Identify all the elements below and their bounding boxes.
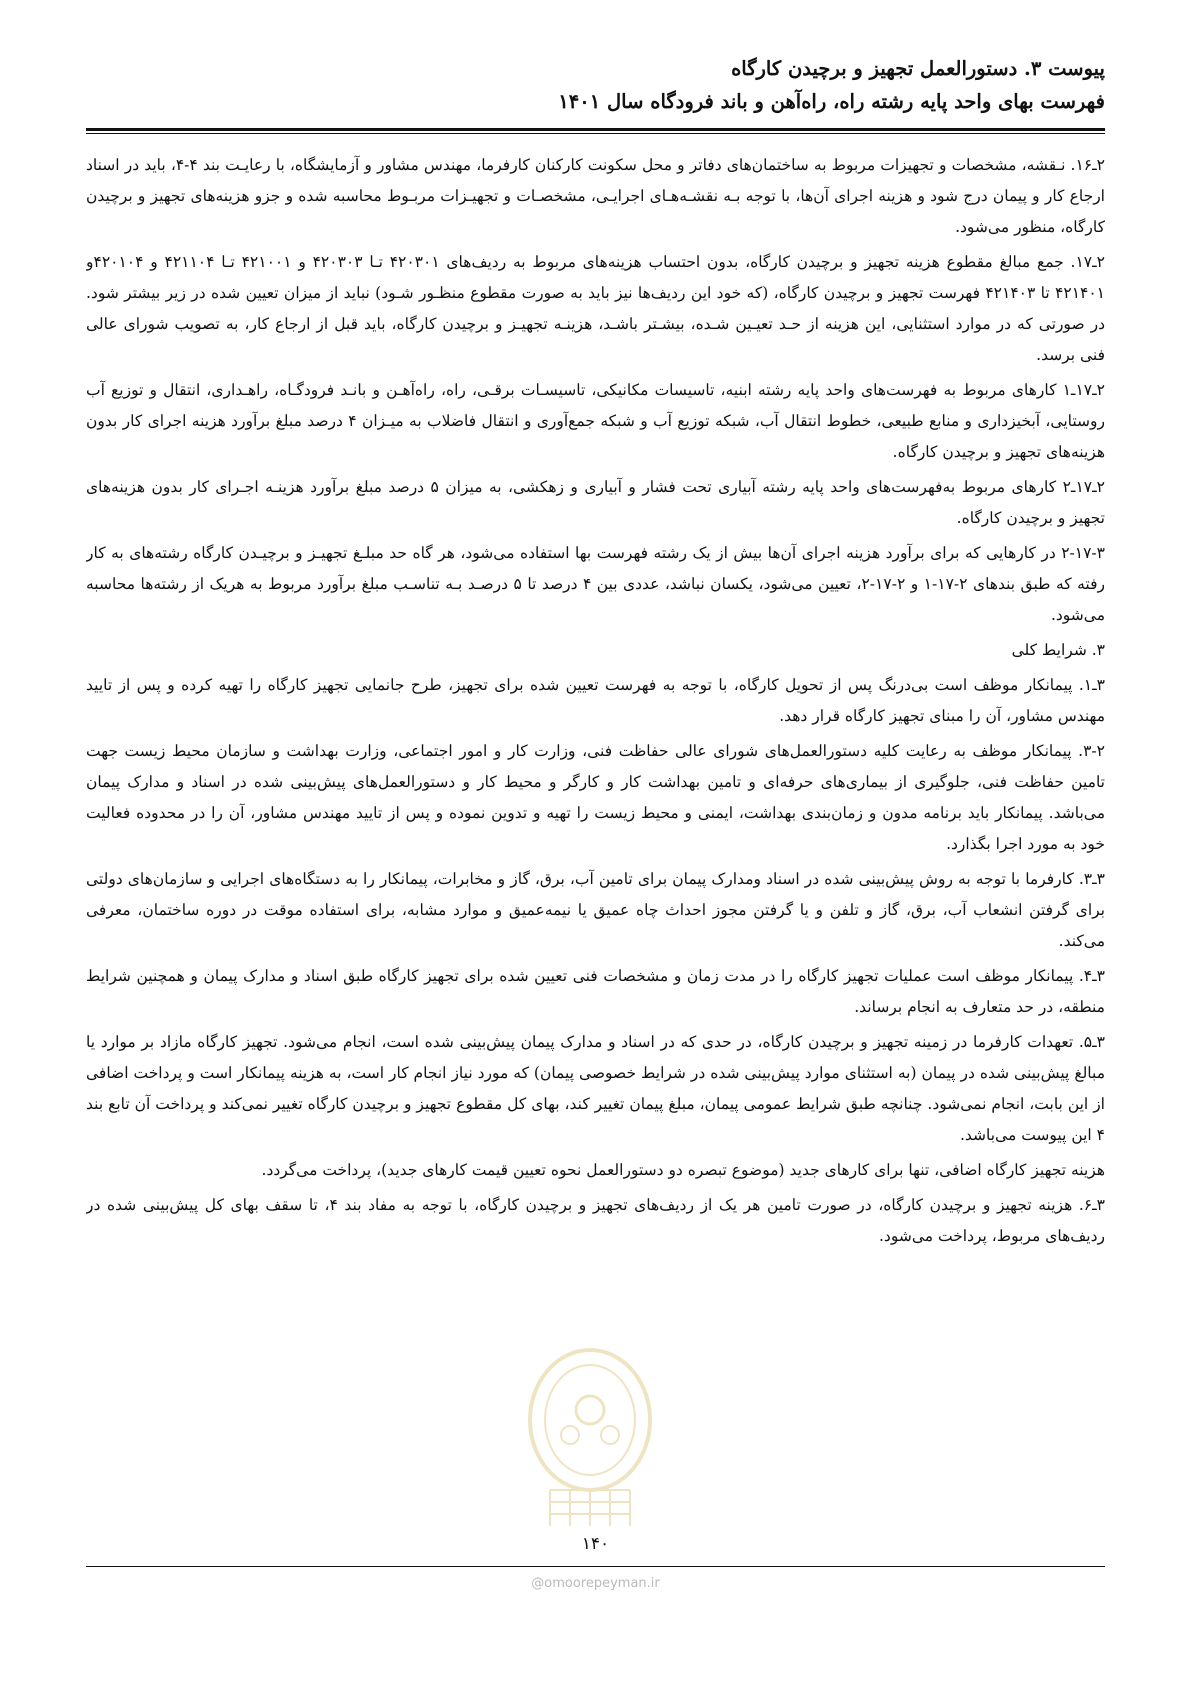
footer-rule bbox=[86, 1566, 1105, 1567]
paragraph-3-2: ۳-۲. پیمانکار موظف به رعایت کلیه دستورالعمل‌های شورای عالی حفاظت فنی، وزارت کار و امور اجتماعی، وزارت بهداشت و سازمان محیط زیست جهت تامین حفاظت فنی، جلوگیری از بیماری‌های حرفه‌ای و تامین بهداشت کار و کارگر و محیط کار و دستورالعمل‌های پیش‌بینی شده در اسناد و مدارک پیمان می‌باشد. پیمانکار باید برنامه مدون و زمان‌بندی بهداشت، ایمنی و محیط زیست را تهیه و تدوین نموده و پس از تایید مهندس مشاور، آن را در محدوده فعالیت خود به مورد اجرا بگذارد. bbox=[86, 742, 1105, 853]
document-title: پیوست ۳. دستورالعمل تجهیز و برچیدن کارگاه bbox=[731, 57, 1105, 80]
header-rule-thin bbox=[86, 133, 1105, 134]
paragraph-3-3: ۳ـ۳. کارفرما با توجه به روش پیش‌بینی شده در اسناد ومدارک پیمان برای تامین آب، برق، گاز و مخابرات، پیمانکار را به دستگاه‌های اجرایی و سازمان‌های دولتی برای گرفتن انشعاب آب، برق، گاز و تلفن و یا گرفتن مجوز احداث چاه عمیق یا نیمه‌عمیق و موارد مشابه، برای استفاده موقت در دوره ساختمان، معرفی می‌کند. bbox=[86, 870, 1105, 950]
section-heading-general-conditions: ۳. شرایط کلی bbox=[1011, 641, 1105, 659]
paragraph-2-16: ۲ـ۱۶. نـقشه، مشخصات و تجهیزات مربوط به ساختمان‌های دفاتر و محل سکونت کارکنان کارفرما، مهندس مشاور و آزمایشگاه، با رعایـت بند ۴-۴، باید در اسناد ارجاع کار و پیمان درج شود و هزینه اجرای آن‌ها، با توجه بـه نقشـه‌هـای اجرایـی، مشخصـات و تجهیـزات مربـوط محاسبه شده و جزو هزینه‌های تجهیز و برچیدن کارگاه، منظور می‌شود. bbox=[86, 156, 1105, 236]
paragraph-3-5-additional: هزینه تجهیز کارگاه اضافی، تنها برای کارهای جدید (موضوع تبصره دو دستورالعمل نحوه تعیین قیمت کارهای جدید)، پرداخت می‌گردد. bbox=[261, 1161, 1105, 1179]
document-subtitle: فهرست بهای واحد پایه رشته راه، راه‌آهن و باند فرودگاه سال ۱۴۰۱ bbox=[558, 90, 1105, 113]
paragraph-2-17: ۲ـ۱۷. جمع مبالغ مقطوع هزینه تجهیز و برچیدن کارگاه، بدون احتساب هزینه‌های مربوط به ردیف‌های ۴۲۰۳۰۱ تـا ۴۲۰۳۰۳ و ۴۲۱۰۰۱ تـا ۴۲۱۱۰۴ و ۴۲۰۱۰۴و ۴۲۱۴۰۱ تا ۴۲۱۴۰۳ فهرست تجهیز و برچیدن کارگاه، (که خود این ردیف‌ها نیز باید به صورت مقطوع منظـور شـود) نباید از میزان تعیین شده در زیر بیشتر شود. در صورتی که در موارد استثنایی، این هزینه از حـد تعیـین شـده، بیشـتر باشـد، هزینـه تجهیـز و برچیدن کارگاه، باید قبل از ارجاع کار، به تصویب شورای عالی فنی برسد. bbox=[86, 253, 1105, 364]
header-rule-thick bbox=[86, 128, 1105, 131]
paragraph-2-17-1: ۲ـ۱۷ـ۱ کارهای مربوط به فهرست‌های واحد پایه رشته ابنیه، تاسیسات مکانیکی، تاسیسـات برقـی، راه، راه‌آهـن و بانـد فرودگـاه، راهـداری، انتقال و توزیع آب روستایی، آبخیزداری و منابع طبیعی، خطوط انتقال آب، شبکه توزیع آب و شبکه جمع‌آوری و انتقال فاضلاب به میـزان ۴ درصد مبلغ برآورد هزینه اجرای کار بدون هزینه‌های تجهیز و برچیدن کارگاه. bbox=[86, 381, 1105, 461]
paragraph-2-17-3: ۲-۱۷-۳ در کارهایی که برای برآورد هزینه اجرای آن‌ها بیش از یک رشته فهرست بها استفاده می‌شود، هر گاه حد مبلـغ تجهیـز و برچیـدن کارگاه رشته‌های به کار رفته که طبق بندهای ۲-۱۷-۱ و ۲-۱۷-۲، تعیین می‌شود، یکسان نباشد، عددی بین ۴ درصد تا ۵ درصـد بـه تناسـب مبلغ برآورد مربوط به هریک از رشته‌ها محاسبه می‌شود. bbox=[86, 544, 1105, 624]
site-watermark: @omoorepeyman.ir bbox=[531, 1576, 660, 1591]
watermark-seal-icon bbox=[515, 1340, 665, 1530]
paragraph-3-5: ۳ـ۵. تعهدات کارفرما در زمینه تجهیز و برچیدن کارگاه، در حدی که در اسناد و مدارک پیمان پیش‌بینی شده است، انجام می‌شود. تجهیز کارگاه مازاد بر موارد یا مبالغ پیش‌بینی شده در پیمان (به استثنای موارد پیش‌بینی شده در شرایط خصوصی پیمان) که مورد نیاز انجام کار است، به هزینه پیمانکار است و پرداخت اضافی از این بابت، انجام نمی‌شود. چنانچه طبق شرایط عمومی پیمان، مبلغ پیمان تغییر کند، بهای کل مقطوع تجهیز و برچیدن کارگاه تغییر نمی‌کند و پرداخت آن تابع بند ۴ این پیوست می‌باشد. bbox=[86, 1033, 1105, 1144]
paragraph-3-1: ۳ـ۱. پیمانکار موظف است بی‌درنگ پس از تحویل کارگاه، با توجه به فهرست تعیین شده برای تجهیز، طرح جانمایی تجهیز کارگاه را تهیه کرده و پس از تایید مهندس مشاور، آن را مبنای تجهیز کارگاه قرار دهد. bbox=[86, 676, 1105, 725]
paragraph-3-4: ۳ـ۴. پیمانکار موظف است عملیات تجهیز کارگاه را در مدت زمان و مشخصات فنی تعیین شده برای تجهیز کارگاه طبق اسناد و مدارک پیمان و همچنین شرایط منطقه، در حد متعارف به انجام برساند. bbox=[86, 967, 1105, 1016]
paragraph-2-17-2: ۲ـ۱۷ـ۲ کارهای مربوط به‌فهرست‌های واحد پایه رشته آبیاری تحت فشار و آبیاری و زهکشی، به میزان ۵ درصد مبلغ برآورد هزینـه اجـرای کار بدون هزینه‌های تجهیز و برچیدن کارگاه. bbox=[86, 478, 1105, 527]
page-content bbox=[86, 150, 1105, 1509]
page-number: ۱۴۰ bbox=[581, 1534, 610, 1554]
paragraph-3-6: ۳ـ۶. هزینه تجهیز و برچیدن کارگاه، در صورت تامین هر یک از ردیف‌های تجهیز و برچیدن کارگاه، با توجه به مفاد بند ۴، تا سقف بهای کل پیش‌بینی شده در ردیف‌های مربوط، پرداخت می‌شود. bbox=[86, 1196, 1105, 1245]
page-header bbox=[86, 52, 1105, 118]
